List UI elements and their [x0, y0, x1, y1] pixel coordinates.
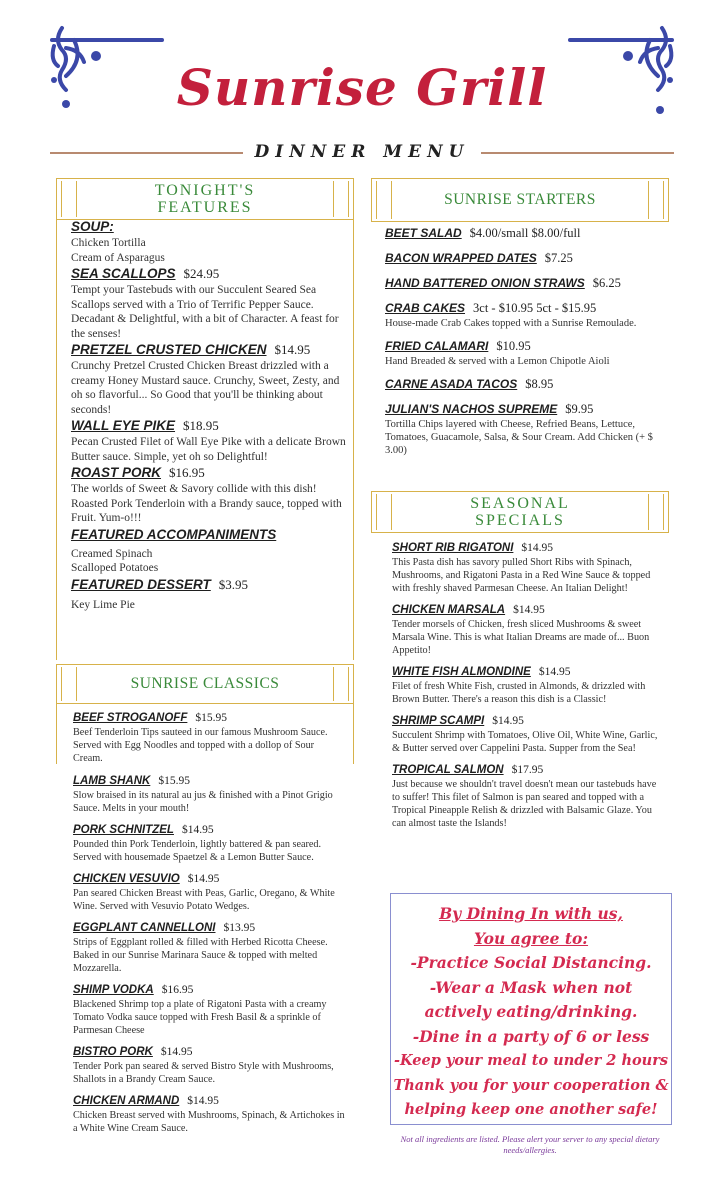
item-name: SHIMP VODKA	[73, 984, 154, 996]
item-description: Pan seared Chicken Breast with Peas, Garlic, Oregano, & White Wine. Served with Vesuvio Potato Wedges.	[73, 888, 335, 912]
item-description: Blackened Shrimp top a plate of Rigatoni Pasta with a creamy Tomato Vodka sauce topped with Fresh Basil & a sprinkle of Parmesan Cheese	[73, 999, 327, 1036]
classics-heading-text: SUNRISE CLASSICS	[130, 675, 280, 692]
item-name: CRAB CAKES	[385, 301, 466, 315]
menu-item	[385, 400, 661, 457]
menu-item	[385, 375, 661, 393]
menu-item	[73, 980, 345, 1037]
item-name: BISTRO PORK	[73, 1046, 153, 1058]
item-price: $18.95	[183, 418, 219, 433]
menu-item	[71, 417, 349, 464]
item-name: PRETZEL CRUSTED CHICKEN	[71, 342, 267, 357]
features-list	[71, 218, 349, 612]
item-description: Tender Pork pan seared & served Bistro Style with Mushrooms, Shallots in a Brandy Cream Sauce.	[73, 1061, 334, 1085]
item-price: $14.95	[513, 604, 545, 616]
item-name: JULIAN'S NACHOS SUPREME	[385, 402, 558, 416]
item-description: Just because we shouldn't travel doesn't mean our tastebuds have to suffer! This filet of Salmon is pan seared and topped with a Tropical Pineapple Relish & drizzled with Balsamic Glaze. You can almost taste the Islands!	[392, 779, 657, 829]
item-price: $14.95	[538, 666, 571, 678]
item-name: WHITE FISH ALMONDINE	[392, 666, 531, 678]
classics-list	[73, 708, 345, 1135]
item-price: $4.00/small $8.00/full	[469, 226, 581, 240]
item-description: This Pasta dish has savory pulled Short Ribs with Spinach, Mushrooms, and Rigatoni Pasta in a Red Wine Sauce & topped with freshly shaved Parmesan Cheese. An Italian Delight!	[392, 557, 651, 594]
item-name: ROAST PORK	[71, 465, 162, 480]
restaurant-title: Sunrise Grill	[176, 58, 548, 117]
item-description: Hand Breaded & served with a Lemon Chipotle Aioli	[385, 356, 610, 367]
item-description: Tempt your Tastebuds with our Succulent Seared Sea Scallops served with a Trio of Terrific Pepper Sauce. Decadant & Delightful, with a bit of Character. A feast for the senses!	[71, 284, 339, 340]
item-price: $14.95	[187, 1095, 219, 1107]
item-name: BEEF STROGANOFF	[73, 712, 188, 724]
seasonal-list	[392, 538, 662, 830]
notice-line: -Practice Social Distancing.	[410, 953, 652, 972]
menu-item	[385, 337, 661, 368]
item-price: $16.95	[169, 465, 205, 480]
item-price: $16.95	[161, 984, 194, 996]
item-description: Tender morsels of Chicken, fresh sliced Mushrooms & sweet Marsala Wine. This is what Italian Dreams are made of... Buon Appetito!	[392, 619, 650, 656]
item-description: Pounded thin Pork Tenderloin, lightly battered & pan seared. Served with housemade Spaetzel & a Lemon Butter Sauce.	[73, 839, 322, 863]
item-price: $7.25	[544, 251, 573, 265]
starters-heading	[371, 178, 669, 222]
accompaniment-line: Scalloped Potatoes	[71, 562, 159, 574]
classics-heading	[56, 664, 354, 704]
item-price: 3ct - $10.95 5ct - $15.95	[473, 301, 597, 315]
item-name: SHRIMP SCAMPI	[392, 715, 485, 727]
item-description: Chicken Breast served with Mushrooms, Spinach, & Artichokes in a White Wine Cream Sauce.	[73, 1110, 345, 1134]
item-description: Pecan Crusted Filet of Wall Eye Pike with a delicate Brown Butter sauce. Simple, yet oh so Delightful!	[71, 436, 346, 463]
starters-list	[385, 224, 661, 457]
soup-item	[71, 218, 349, 265]
menu-subtitle-block	[50, 140, 674, 170]
item-name: PORK SCHNITZEL	[73, 824, 174, 836]
accompaniments-item	[71, 526, 349, 576]
item-name: BEET SALAD	[385, 226, 462, 240]
item-description: The worlds of Sweet & Savory collide with this dish! Roasted Pork Tenderloin with a Brandy sauce, topped with Fruit. Yum-o!!!	[71, 483, 342, 524]
features-heading-line1: TONIGHT'S	[154, 182, 256, 199]
soup-line: Cream of Asparagus	[71, 251, 165, 264]
item-price: $10.95	[496, 339, 531, 353]
menu-item	[385, 249, 661, 267]
item-price: $6.25	[592, 276, 621, 290]
notice-line: Thank you for your cooperation &	[393, 1076, 669, 1094]
item-price: $15.95	[195, 712, 227, 724]
item-description: Slow braised in its natural au jus & finished with a Pinot Grigio Sauce. Melts in your mouth!	[73, 790, 333, 814]
menu-item	[71, 265, 349, 341]
item-name: CHICKEN MARSALA	[392, 604, 506, 616]
item-description: Filet of fresh White Fish, crusted in Almonds, & drizzled with Brown Butter. There's a reason this dish is a Classic!	[392, 681, 646, 705]
notice-line: actively eating/drinking.	[424, 1002, 638, 1021]
item-name: CHICKEN ARMAND	[73, 1095, 180, 1107]
menu-item	[73, 771, 345, 815]
dessert-price: $3.95	[218, 576, 249, 592]
item-name: TROPICAL SALMON	[392, 764, 504, 776]
item-description: Crunchy Pretzel Crusted Chicken Breast drizzled with a creamy Honey Mustard sauce. Crunchy, Sweet, Zesty, and oh so flavorful... So Good that you'll be thinking about seconds!	[71, 360, 340, 416]
features-heading-line2: FEATURES	[157, 199, 253, 216]
item-price: $14.95	[160, 1046, 193, 1058]
menu-item	[73, 708, 345, 765]
item-price: $14.95	[187, 873, 220, 885]
item-description: Strips of Eggplant rolled & filled with Herbed Ricotta Cheese. Baked in our Sunrise Marinara Sauce & topped with melted Mozzarella.	[73, 937, 328, 974]
item-price: $14.95	[181, 824, 214, 836]
soup-name: SOUP:	[71, 219, 114, 234]
dessert-name: FEATURED DESSERT	[71, 576, 211, 592]
item-name: EGGPLANT CANNELLONI	[73, 922, 216, 934]
item-name: BACON WRAPPED DATES	[385, 251, 537, 265]
menu-item	[73, 1042, 345, 1086]
soup-line: Chicken Tortilla	[71, 237, 146, 249]
item-name: SHORT RIB RIGATONI	[392, 542, 514, 554]
notice-line: -Keep your meal to under 2 hours	[393, 1052, 669, 1069]
item-price: $15.95	[158, 775, 190, 787]
item-price: $14.95	[521, 542, 554, 554]
menu-subtitle: DINNER MENU	[243, 142, 482, 162]
seasonal-heading-line2: SPECIALS	[475, 512, 565, 529]
item-price: $9.95	[565, 402, 594, 416]
item-description: Beef Tenderloin Tips sauteed in our famous Mushroom Sauce. Served with Egg Noodles and topped with a dollop of Sour Cream.	[73, 727, 328, 764]
item-price: $14.95	[492, 715, 524, 727]
dessert-description: Key Lime Pie	[71, 598, 135, 611]
item-name: CARNE ASADA TACOS	[385, 377, 518, 391]
menu-item	[385, 224, 661, 242]
item-price: $17.95	[511, 764, 544, 776]
item-price: $24.95	[183, 266, 220, 281]
seasonal-heading-line1: SEASONAL	[470, 495, 570, 512]
item-name: HAND BATTERED ONION STRAWS	[385, 276, 585, 290]
menu-item	[392, 711, 662, 755]
notice-line: helping keep one another safe!	[404, 1101, 658, 1118]
item-price: $13.95	[223, 922, 256, 934]
menu-item	[71, 464, 349, 526]
menu-item	[71, 341, 349, 417]
menu-item	[73, 918, 345, 975]
item-name: CHICKEN VESUVIO	[73, 873, 180, 885]
accompaniment-line: Creamed Spinach	[71, 547, 153, 560]
menu-item	[385, 274, 661, 292]
menu-item	[73, 820, 345, 864]
item-name: LAMB SHANK	[73, 775, 151, 787]
item-name: FRIED CALAMARI	[385, 339, 489, 353]
notice-line: -Wear a Mask when not	[429, 977, 633, 997]
menu-item	[73, 1091, 345, 1135]
dining-notice-box	[390, 893, 672, 1125]
menu-item	[73, 869, 345, 913]
dessert-item	[71, 576, 349, 613]
menu-item	[392, 600, 662, 657]
item-price: $14.95	[274, 342, 311, 357]
menu-item	[392, 760, 662, 830]
starters-heading-text: SUNRISE STARTERS	[444, 191, 596, 208]
notice-line: By Dining In with us,	[439, 904, 623, 923]
features-heading	[56, 178, 354, 220]
seasonal-heading	[371, 491, 669, 533]
item-description: Tortilla Chips layered with Cheese, Refried Beans, Lettuce, Tomatoes, Guacamole, Salsa, & Sour Cream. Add Chicken (+ $ 3.00)	[385, 419, 653, 456]
item-description: Succulent Shrimp with Tomatoes, Olive Oil, White Wine, Garlic, & Butter served over Cappelini Pasta. Supper from the Sea!	[392, 730, 658, 754]
menu-item	[385, 299, 661, 330]
menu-item	[392, 538, 662, 595]
item-description: House-made Crab Cakes topped with a Sunrise Remoulade.	[385, 318, 637, 329]
item-price: $8.95	[525, 377, 554, 391]
menu-item	[392, 662, 662, 706]
item-name: SEA SCALLOPS	[71, 266, 176, 281]
allergy-footnote: Not all ingredients are listed. Please alert your server to any special dietary needs/allergies.	[400, 1134, 660, 1155]
notice-line: You agree to:	[473, 928, 589, 948]
notice-line: -Dine in a party of 6 or less	[412, 1026, 650, 1046]
accompaniments-name: FEATURED ACCOMPANIMENTS	[71, 526, 277, 542]
item-name: WALL EYE PIKE	[71, 418, 176, 433]
